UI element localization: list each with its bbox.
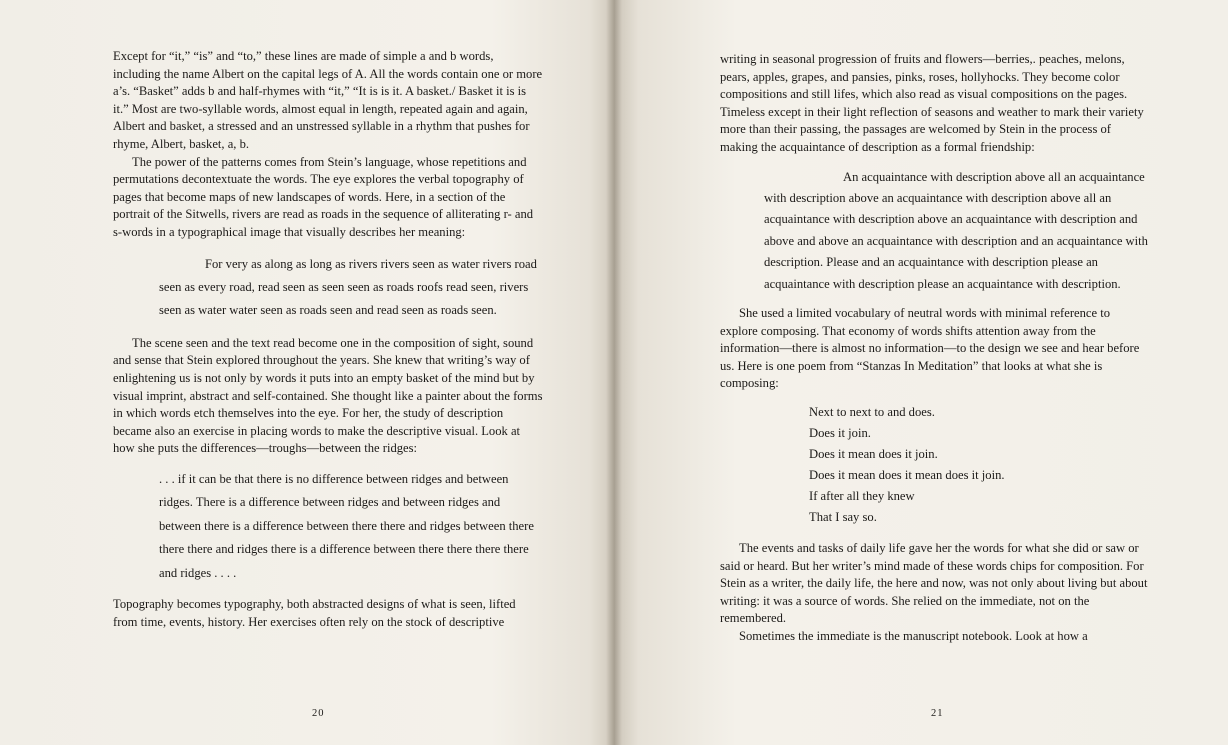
poem-line: If after all they knew [809,488,915,503]
right-paragraph-4: Sometimes the immediate is the manuscript notebook. Look at how a [739,628,1088,643]
page-number-left: 20 [312,708,325,719]
ridges-quote [159,468,537,585]
poem-line: Does it mean does it mean does it join. [809,467,1005,482]
acquaintance-quote [764,167,1150,295]
acquaintance-quote-text: An acquaintance with description above all an acquaintance with description above an acquaintance with description above all an acquaintance with description above an acquaintance with description and above and above an acquaintance with description and an acquaintance with description. Please and an acquaintance with description please an acquaintance with description please an acquaintance with description. [764,169,1148,291]
poem-line: Next to next to and does. [809,404,935,419]
sitwells-quote [159,253,537,323]
page-number-right: 21 [931,708,944,719]
left-paragraph-1: Except for “it,” “is” and “to,” these lines are made of simple a and b words, including the name Albert on the capital legs of A. All the words contain one or more a’s. “Basket” adds b and half-rhymes with “it,” “It is is it. A basket./ Basket it is is it.” Most are two-syllable words, almost equal in length, repeated again and again, Albert and basket, a stressed and an unstressed syllable in a rhythm that pushes for rhyme, Albert, basket, a, b. [113,49,543,151]
right-page [614,0,1228,745]
left-paragraph-3: The scene seen and the text read become one in the composition of sight, sound and sense that Stein explored throughout the years. She knew that writing’s way of enlightening us is not only by words it puts into an empty basket of the mind but by visual imprint, abstract and self-contained. She thought like a painter about the forms in which words etch themselves into the eye. For her, the study of description became also an exercise in placing words to make the descriptive visual. Look at how she puts the differences—troughs—between the ridges: [113,335,543,456]
right-paragraph-2: She used a limited vocabulary of neutral words with minimal reference to explore composing. That economy of words shifts attention away from the information—there is almost no information—to the design we see and hear before us. Here is one poem from “Stanzas In Meditation” that looks at what she is composing: [720,306,1140,391]
poem-line: That I say so. [809,509,877,524]
poem-line: Does it join. [809,425,871,440]
right-page-body [720,51,1150,646]
left-paragraph-4: Topography becomes typography, both abstracted designs of what is seen, lifted from time, events, history. Her exercises often rely on the stock of descriptive [113,596,516,629]
book-gutter [606,0,622,745]
sitwells-quote-text: For very as along as long as rivers rivers seen as water rivers road seen as every road, read seen as seen seen as roads roofs read seen, rivers seen as water water seen as roads seen and read seen as roads seen. [159,256,537,318]
right-paragraph-1: writing in seasonal progression of fruits and flowers—berries,. peaches, melons, pears, apples, grapes, and pansies, pinks, roses, hollyhocks. They become color compositions and still lifes, which also read as visual compositions on the pages. Timeless except in their light reflection of seasons and weather to mark their variety more than their passing, the passages are welcomed by Stein in the process of making the acquaintance of description as a formal friendship: [720,52,1144,154]
stanzas-poem [809,402,1150,528]
right-paragraph-3: The events and tasks of daily life gave her the words for what she did or saw or said or heard. But her writer’s mind made of these words chips for composition. For Stein as a writer, the daily life, the here and now, was not only about living but about writing: it was a source of words. She relied on the immediate, not on the remembered. [720,540,1148,626]
left-page-body [113,48,543,631]
ridges-quote-text: . . . if it can be that there is no difference between ridges and between ridges. There is a difference between ridges and between ridges and between there is a difference between there there and ridges between there there there and ridges there is a difference between there there there there and ridges . . . . [159,471,534,580]
poem-line: Does it mean does it join. [809,446,938,461]
left-paragraph-2: The power of the patterns comes from Stein’s language, whose repetitions and permutations decontextuate the words. The eye explores the verbal topography of pages that become maps of new landscapes of words. Here, in a section of the portrait of the Sitwells, rivers are read as roads in the sequence of alliterating r- and s-words in a typographical image that visually describes her meaning: [113,154,534,239]
